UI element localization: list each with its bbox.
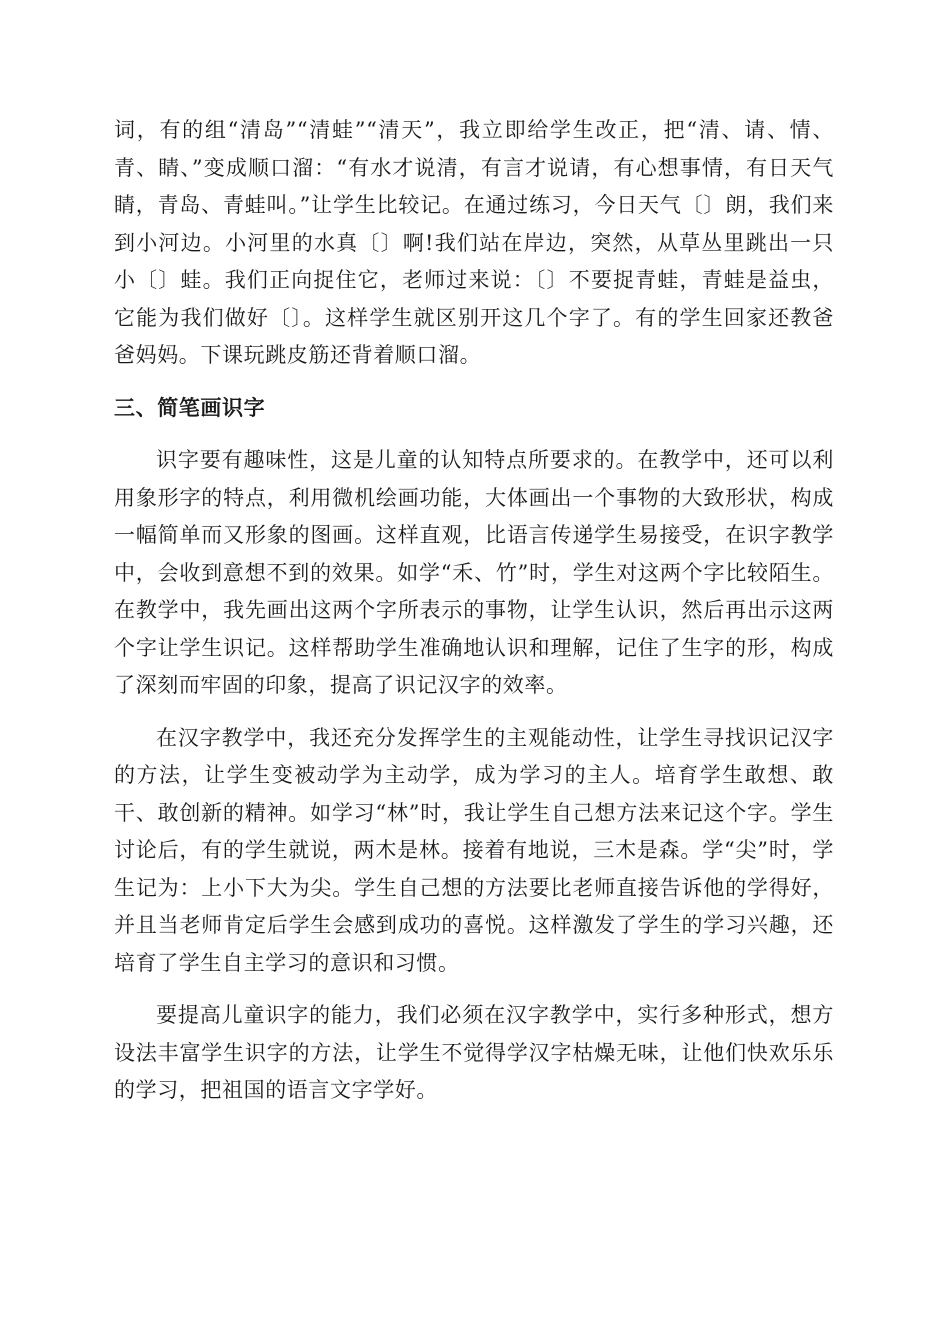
document-page (114, 112, 834, 1110)
paragraph-continued: 词，有的组“清岛”“清蛙”“清天”，我立即给学生改正，把“清、请、情、青、睛、”变成顺口溜：“有水才说清，有言才说请，有心想事情，有日天气睛，青岛、青蛙叫。”让学生比较记。在通过练习，今日天气〔〕朗，我们来到小河边。小河里的水真〔〕啊!我们站在岸边，突然，从草丛里跳出一只小〔〕蛙。我们正向捉住它，老师过来说：〔〕不要捉青蛙，青蛙是益虫，它能为我们做好〔〕。这样学生就区别开这几个字了。有的学生回家还教爸爸妈妈。下课玩跳皮筋还背着顺口溜。 (114, 118, 834, 367)
paragraph-3: 要提高儿童识字的能力，我们必须在汉字教学中，实行多种形式，想方设法丰富学生识字的方法，让学生不觉得学汉字枯燥无味，让他们快欢乐乐的学习，把祖国的语言文字学好。 (114, 1003, 834, 1102)
paragraph-1: 识字要有趣味性，这是儿童的认知特点所要求的。在教学中，还可以利用象形字的特点，利用微机绘画功能，大体画出一个事物的大致形状，构成一幅简单而又形象的图画。这样直观，比语言传递学生易接受，在识字教学中，会收到意想不到的效果。如学“禾、竹”时，学生对这两个字比较陌生。在教学中，我先画出这两个字所表示的事物，让学生认识，然后再出示这两个字让学生识记。这样帮助学生准确地认识和理解，记住了生字的形，构成了深刻而牢固的印象，提高了识记汉字的效率。 (114, 448, 834, 697)
section-heading: 三、简笔画识字 (114, 395, 266, 420)
paragraph-2: 在汉字教学中，我还充分发挥学生的主观能动性，让学生寻找识记汉字的方法，让学生变被动学为主动学，成为学习的主人。培育学生敢想、敢干、敢创新的精神。如学习“林”时，我让学生自己想方法来记这个字。学生讨论后，有的学生就说，两木是林。接着有地说，三木是森。学“尖”时，学生记为：上小下大为尖。学生自己想的方法要比老师直接告诉他的学得好，并且当老师肯定后学生会感到成功的喜悦。这样激发了学生的学习兴趣，还培育了学生自主学习的意识和习惯。 (114, 725, 834, 975)
